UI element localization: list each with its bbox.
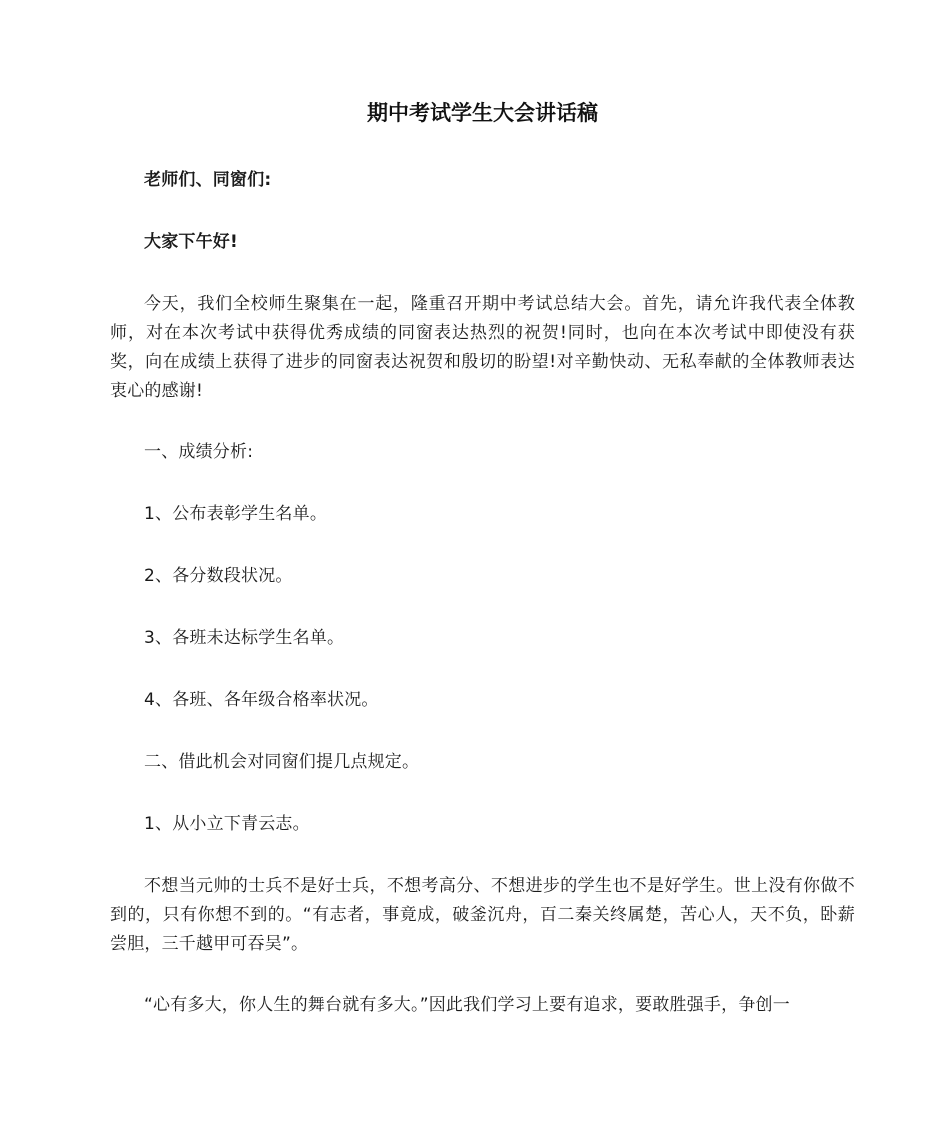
document-title: 期中考试学生大会讲话稿 (367, 101, 598, 125)
section-heading-analysis: 一、成绩分析: (144, 442, 254, 462)
list-item: 1、公布表彰学生名单。 (144, 504, 328, 524)
list-item: 2、各分数段状况。 (144, 566, 293, 586)
paragraph-stage: “心有多大，你人生的舞台就有多大。”因此我们学习上要有追求，要敢胜强手，争创一 (144, 995, 790, 1015)
paragraph-ambition: 不想当元帅的士兵不是好士兵，不想考高分、不想进步的学生也不是好学生。世上没有你做不到的，只有你想不到的。“有志者，事竟成，破釜沉舟，百二秦关终属楚，苦心人，天不负，卧薪尝胆，三千越甲可吞吴”。 (110, 876, 855, 954)
salutation: 大家下午好! (144, 232, 238, 252)
list-item: 4、各班、各年级合格率状况。 (144, 690, 379, 710)
section-heading-requirements: 二、借此机会对同窗们提几点规定。 (144, 752, 420, 772)
list-item: 1、从小立下青云志。 (144, 814, 310, 834)
paragraph-opening: 今天，我们全校师生聚集在一起，隆重召开期中考试总结大会。首先，请允许我代表全体教师，对在本次考试中获得优秀成绩的同窗表达热烈的祝贺!同时，也向在本次考试中即使没有获奖，向在成绩上获得了进步的同窗表达祝贺和殷切的盼望!对辛勤快动、无私奉献的全体教师表达衷心的感谢! (110, 294, 855, 401)
list-item: 3、各班未达标学生名单。 (144, 628, 345, 648)
greeting: 老师们、同窗们: (144, 170, 272, 190)
